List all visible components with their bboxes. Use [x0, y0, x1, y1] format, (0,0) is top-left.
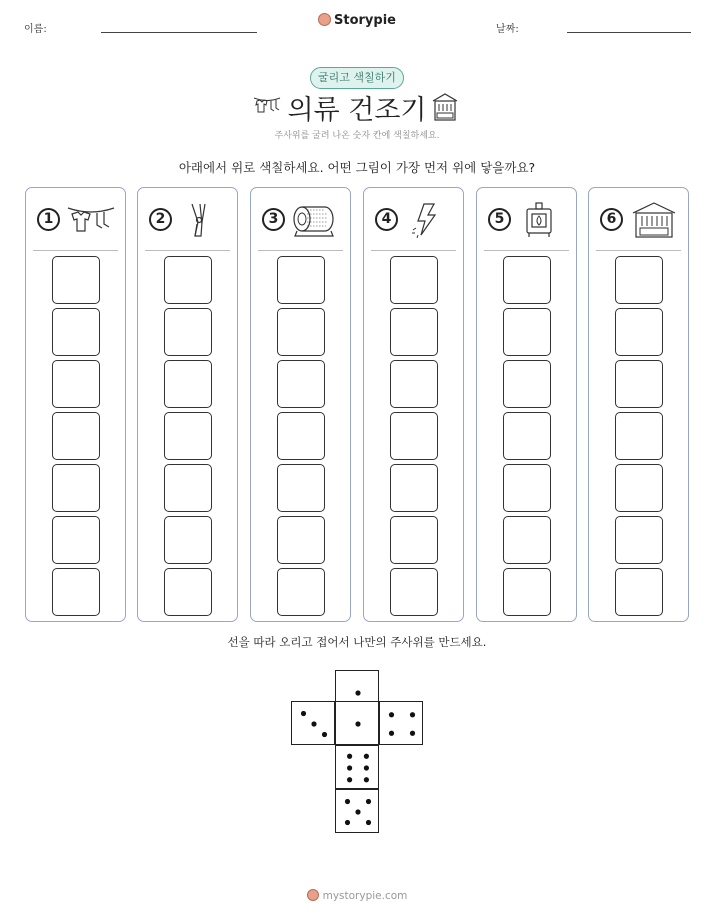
- column-divider: [596, 250, 681, 251]
- column-number: 4: [375, 208, 398, 231]
- color-cell[interactable]: [277, 308, 325, 356]
- name-label: 이름:: [24, 24, 47, 35]
- color-cell[interactable]: [390, 464, 438, 512]
- color-cell[interactable]: [390, 568, 438, 616]
- color-cell[interactable]: [277, 464, 325, 512]
- color-cell[interactable]: [164, 360, 212, 408]
- subtitle: 주사위를 굴려 나온 숫자 칸에 색칠하세요.: [274, 131, 440, 141]
- laundry-room-icon: [629, 202, 679, 238]
- color-cell[interactable]: [164, 412, 212, 460]
- color-cell[interactable]: [52, 360, 100, 408]
- color-cell[interactable]: [503, 308, 551, 356]
- color-cell[interactable]: [615, 412, 663, 460]
- color-cell[interactable]: [615, 256, 663, 304]
- color-cell[interactable]: [164, 308, 212, 356]
- color-cell[interactable]: [52, 568, 100, 616]
- color-cell[interactable]: [615, 568, 663, 616]
- instruction: 아래에서 위로 색칠하세요. 어떤 그림이 가장 먼저 위에 닿을까요?: [178, 160, 536, 175]
- column-header: [251, 188, 350, 250]
- column-6: [588, 187, 689, 622]
- column-divider: [484, 250, 569, 251]
- column-divider: [258, 250, 343, 251]
- color-cell[interactable]: [164, 256, 212, 304]
- column-header: [589, 188, 688, 250]
- column-number: 5: [488, 208, 511, 231]
- page-title: 의류 건조기: [287, 95, 427, 126]
- color-cell[interactable]: [503, 360, 551, 408]
- laundry-room-icon: [431, 92, 459, 122]
- color-cell[interactable]: [615, 464, 663, 512]
- column-number: 2: [149, 208, 172, 231]
- color-cell[interactable]: [503, 464, 551, 512]
- column-4: [363, 187, 464, 622]
- column-5: [476, 187, 577, 622]
- column-header: [26, 188, 125, 250]
- color-cell[interactable]: [390, 360, 438, 408]
- bear-icon: [318, 13, 331, 26]
- column-header: [138, 188, 237, 250]
- brand-text: Storypie: [334, 13, 396, 28]
- column-3: [250, 187, 351, 622]
- color-cell[interactable]: [277, 516, 325, 564]
- column-divider: [33, 250, 118, 251]
- color-cell[interactable]: [164, 568, 212, 616]
- color-cell[interactable]: [390, 516, 438, 564]
- column-number: 6: [600, 208, 623, 231]
- brand-logo: [0, 13, 714, 28]
- bear-icon: [307, 889, 319, 901]
- clothesline-icon: [66, 202, 116, 238]
- color-cell[interactable]: [164, 516, 212, 564]
- color-cell[interactable]: [52, 516, 100, 564]
- color-cell[interactable]: [52, 412, 100, 460]
- color-cell[interactable]: [390, 308, 438, 356]
- color-cell[interactable]: [277, 412, 325, 460]
- color-cell[interactable]: [52, 256, 100, 304]
- date-label: 날짜:: [496, 24, 519, 35]
- color-cell[interactable]: [52, 308, 100, 356]
- color-cell[interactable]: [390, 412, 438, 460]
- column-header: [364, 188, 463, 250]
- column-divider: [371, 250, 456, 251]
- stove-icon: [517, 202, 567, 238]
- color-cell[interactable]: [52, 464, 100, 512]
- color-cell[interactable]: [503, 568, 551, 616]
- color-cell[interactable]: [277, 568, 325, 616]
- lightning-icon: [404, 202, 454, 238]
- color-cell[interactable]: [390, 256, 438, 304]
- column-divider: [145, 250, 230, 251]
- dice-face: [335, 789, 379, 833]
- color-cell[interactable]: [277, 360, 325, 408]
- column-number: 3: [262, 208, 285, 231]
- column-number: 1: [37, 208, 60, 231]
- dice-face: [335, 701, 379, 745]
- dryer-drum-icon: [291, 202, 341, 238]
- date-line: [567, 32, 691, 33]
- column-1: [25, 187, 126, 622]
- color-cell[interactable]: [615, 308, 663, 356]
- activity-badge: 굴리고 색칠하기: [310, 67, 404, 89]
- color-cell[interactable]: [615, 360, 663, 408]
- color-cell[interactable]: [615, 516, 663, 564]
- color-cell[interactable]: [164, 464, 212, 512]
- color-cell[interactable]: [503, 412, 551, 460]
- clothespin-icon: [178, 202, 228, 238]
- column-2: [137, 187, 238, 622]
- footer: [0, 889, 714, 902]
- color-cell[interactable]: [503, 256, 551, 304]
- color-cell[interactable]: [277, 256, 325, 304]
- cut-instruction: 선을 따라 오리고 접어서 나만의 주사위를 만드세요.: [227, 635, 487, 649]
- color-cell[interactable]: [503, 516, 551, 564]
- name-line: [101, 32, 257, 33]
- dice-face: [379, 701, 423, 745]
- dice-face: [335, 745, 379, 789]
- column-header: [477, 188, 576, 250]
- dice-face: [291, 701, 335, 745]
- footer-url: mystorypie.com: [322, 890, 408, 902]
